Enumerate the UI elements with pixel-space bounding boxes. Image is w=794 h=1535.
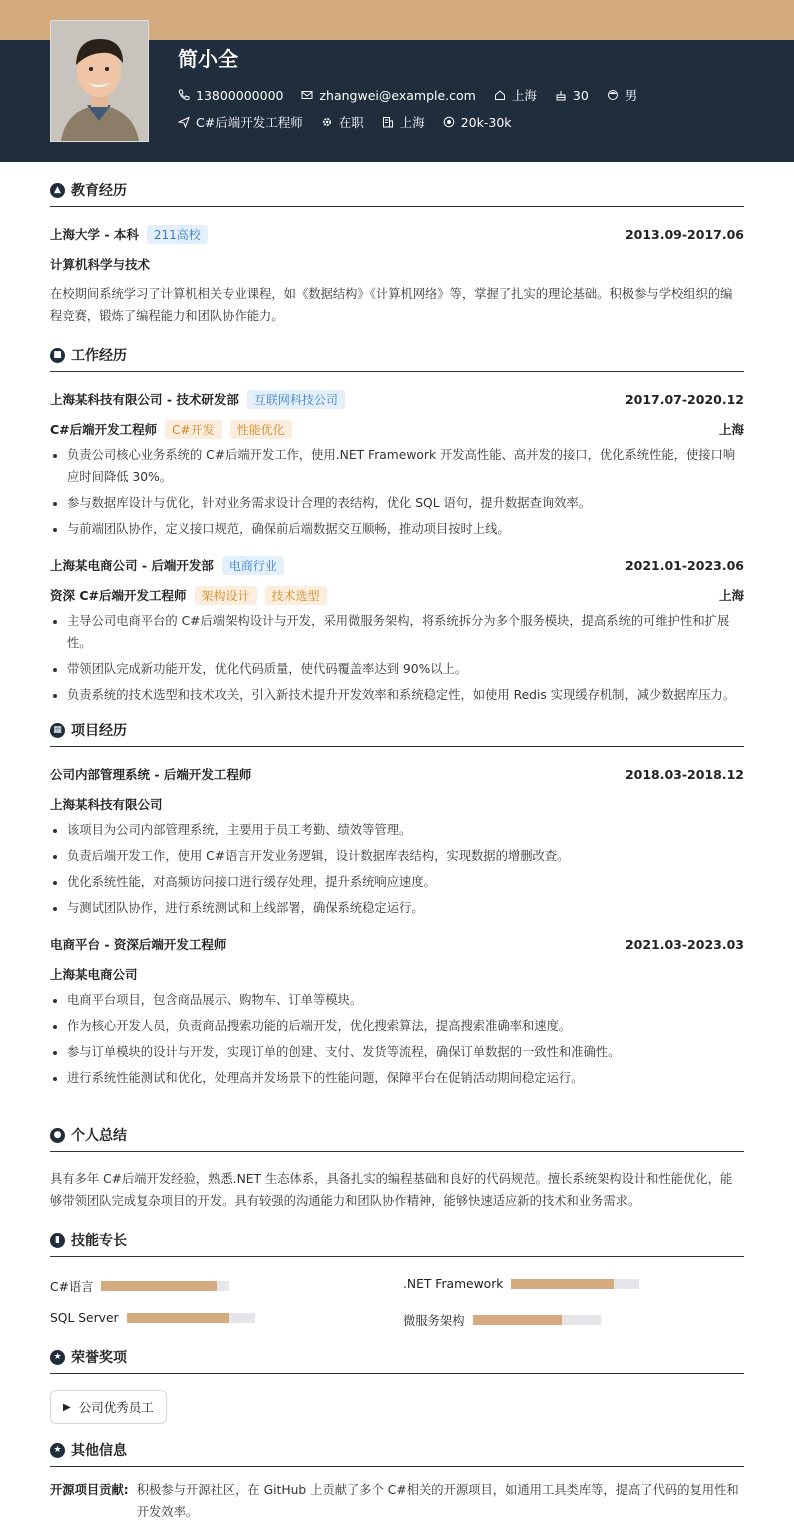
email-item [301, 88, 475, 103]
grid-icon: ▦ [50, 723, 65, 738]
gender-item [607, 86, 638, 104]
other-section [50, 1438, 744, 1523]
school-name: 上海大学 - 本科 [50, 227, 139, 242]
project-bullet: • 该项目为公司内部管理系统，主要用于员工考勤、绩效等管理。 [67, 819, 744, 841]
project-period: 2018.03-2018.12 [624, 766, 744, 782]
skill-item [403, 1277, 639, 1291]
work-entry [50, 384, 744, 540]
work-title-row [50, 414, 744, 444]
project-bullets [50, 989, 744, 1089]
target-city-text: 上海 [399, 115, 425, 130]
project-name-row [50, 759, 744, 789]
skill-bar [473, 1315, 601, 1325]
work-bullet: • 参与数据库设计与优化，针对业务需求设计合理的表结构，优化 SQL 语句，提升数据查询效率。 [67, 492, 744, 514]
skills-heading [50, 1228, 744, 1257]
email-text: zhangwei@example.com [319, 87, 476, 103]
skill-name: 微服务架构 [403, 1314, 465, 1328]
skill-tag: 性能优化 [230, 420, 292, 439]
phone-text: 13800000000 [196, 87, 284, 103]
job-info-row [178, 113, 520, 131]
major-row [50, 249, 744, 279]
projects-heading [50, 718, 744, 747]
awards-title: 荣誉奖项 [71, 1350, 127, 1366]
skill-name: SQL Server [50, 1311, 119, 1325]
award-label: 公司优秀员工 [78, 1400, 154, 1415]
status-item [321, 113, 364, 131]
project-entry [50, 759, 744, 919]
work-period: 2021.01-2023.06 [624, 557, 744, 573]
other-text: 积极参与开源社区，在 GitHub 上贡献了多个 C#相关的开源项目，如通用工具类库等，提高了代码的复用性和开发效率。 [136, 1483, 739, 1519]
project-bullet: • 电商平台项目，包含商品展示、购物车、订单等模块。 [67, 989, 744, 1011]
skills-title: 技能专长 [71, 1233, 127, 1249]
project-period: 2021.03-2023.03 [624, 936, 744, 952]
skill-bar [127, 1313, 255, 1323]
projects-title: 项目经历 [71, 723, 127, 739]
graduation-cap-icon: ▲ [50, 183, 65, 198]
skill-tag: 技术选型 [265, 586, 327, 605]
awards-heading [50, 1345, 744, 1374]
project-company-row [50, 789, 744, 819]
summary-text: 具有多年 C#后端开发经验，熟悉.NET 生态体系，具备扎实的编程基础和良好的代码规范。擅长系统架构设计和性能优化，能够带领团队完成复杂项目的开发。具有较强的沟通能力和团队协作精神，能够快速适应新的技术和业务需求。 [50, 1172, 733, 1208]
skill-name: C#语言 [50, 1280, 94, 1294]
profile-photo [50, 20, 149, 142]
status-text: 在职 [338, 115, 364, 130]
building-icon [382, 116, 394, 128]
skill-item [50, 1311, 255, 1325]
major: 计算机科学与技术 [50, 257, 151, 272]
location-text: 上海 [511, 88, 537, 103]
work-company: 上海某电商公司 - 后端开发部 [50, 558, 214, 573]
contact-info-row [178, 86, 645, 104]
home-icon [494, 89, 506, 101]
skill-tag: C#开发 [165, 420, 221, 439]
education-title: 教育经历 [71, 183, 127, 199]
job-title-item [178, 113, 303, 131]
work-bullet: • 与前端团队协作，定义接口规范，确保前后端数据交互顺畅，推动项目按时上线。 [67, 518, 744, 540]
other-heading [50, 1438, 744, 1467]
summary-title: 个人总结 [71, 1128, 127, 1144]
work-city: 上海 [718, 588, 744, 603]
age-item [555, 88, 589, 103]
phone-icon [178, 89, 190, 101]
education-heading [50, 178, 744, 207]
project-bullets [50, 819, 744, 919]
age-text: 30 [572, 87, 589, 103]
work-period: 2017.07-2020.12 [624, 391, 744, 407]
industry-tag: 电商行业 [222, 556, 284, 575]
project-bullet: • 参与订单模块的设计与开发，实现订单的创建、支付、发货等流程，确保订单数据的一致性和准确性。 [67, 1041, 744, 1063]
work-bullet: • 负责系统的技术选型和技术攻关，引入新技术提升开发效率和系统稳定性，如使用 Redis 实现缓存机制，减少数据库压力。 [67, 684, 744, 706]
work-bullets [50, 610, 744, 706]
other-label: 开源项目贡献: [50, 1483, 129, 1497]
coin-icon [443, 116, 455, 128]
project-name-row [50, 929, 744, 959]
play-icon: ▶ [63, 1401, 71, 1413]
summary-heading [50, 1123, 744, 1152]
bar-chart-icon: ▮ [50, 1233, 65, 1248]
work-bullet: • 负责公司核心业务系统的 C#后端开发工作，使用.NET Framework 开发高性能、高并发的接口，优化系统性能，使接口响应时间降低 30%。 [67, 444, 744, 488]
school-tag: 211高校 [147, 225, 208, 244]
work-title: C#后端开发工程师 [50, 422, 158, 437]
project-entry [50, 929, 744, 1089]
work-company-row [50, 550, 744, 580]
work-title: 资深 C#后端开发工程师 [50, 588, 187, 603]
education-period: 2013.09-2017.06 [624, 226, 744, 242]
mail-icon [301, 89, 313, 101]
award-icon: ★ [50, 1350, 65, 1365]
project-name: 公司内部管理系统 - 后端开发工程师 [50, 767, 252, 782]
work-section [50, 343, 744, 710]
briefcase-icon: ■ [50, 348, 65, 363]
project-bullet: • 作为核心开发人员，负责商品搜索功能的后端开发，优化搜索算法，提高搜索准确率和速度。 [67, 1015, 744, 1037]
phone-item [178, 88, 283, 103]
other-title: 其他信息 [71, 1443, 127, 1459]
cake-icon [555, 89, 567, 101]
skill-bar-fill [511, 1279, 613, 1289]
project-bullet: • 优化系统性能，对高频访问接口进行缓存处理，提升系统响应速度。 [67, 871, 744, 893]
work-entry [50, 550, 744, 706]
salary-item [443, 115, 512, 130]
other-row [50, 1479, 744, 1523]
project-name: 电商平台 - 资深后端开发工程师 [50, 937, 227, 952]
salary-text: 20k-30k [460, 114, 512, 130]
user-icon: ● [50, 1128, 65, 1143]
job-title-text: C#后端开发工程师 [196, 115, 303, 130]
awards-section [50, 1345, 744, 1424]
work-bullets [50, 444, 744, 540]
industry-tag: 互联网科技公司 [247, 390, 345, 409]
education-row [50, 219, 744, 249]
work-company-row [50, 384, 744, 414]
gender-text: 男 [624, 88, 638, 103]
skills-section [50, 1228, 744, 1257]
project-company: 上海某电商公司 [50, 967, 138, 982]
project-bullet: • 进行系统性能测试和优化，处理高并发场景下的性能问题，保障平台在促销活动期间稳定运行。 [67, 1067, 744, 1089]
send-icon [178, 116, 190, 128]
work-city: 上海 [718, 422, 744, 437]
summary-section [50, 1123, 744, 1212]
target-city-item [382, 113, 425, 131]
project-bullet: • 与测试团队协作，进行系统测试和上线部署，确保系统稳定运行。 [67, 897, 744, 919]
skill-bar [511, 1279, 639, 1289]
skill-tag: 架构设计 [195, 586, 257, 605]
work-title-row [50, 580, 744, 610]
work-company: 上海某科技有限公司 - 技术研发部 [50, 392, 239, 407]
projects-section [50, 718, 744, 1093]
work-bullet: • 带领团队完成新功能开发，优化代码质量，使代码覆盖率达到 90%以上。 [67, 658, 744, 680]
skill-bar [101, 1281, 229, 1291]
project-company-row [50, 959, 744, 989]
work-title: 工作经历 [71, 348, 127, 364]
skill-bar-fill [127, 1313, 229, 1323]
award-item[interactable] [50, 1390, 167, 1424]
work-heading [50, 343, 744, 372]
work-bullet: • 主导公司电商平台的 C#后端架构设计与开发，采用微服务架构，将系统拆分为多个服务模块，提高系统的可维护性和扩展性。 [67, 610, 744, 654]
gender-icon [607, 89, 619, 101]
location-item [494, 86, 537, 104]
candidate-name: 简小全 [178, 47, 238, 71]
skill-bar-fill [101, 1281, 216, 1291]
award-icon: ★ [50, 1443, 65, 1458]
project-bullet: • 负责后端开发工作，使用 C#语言开发业务逻辑，设计数据库表结构，实现数据的增删改查。 [67, 845, 744, 867]
skill-item [403, 1311, 601, 1329]
skill-name: .NET Framework [403, 1277, 504, 1291]
education-section [50, 178, 744, 327]
gear-icon [321, 116, 333, 128]
project-company: 上海某科技有限公司 [50, 797, 163, 812]
skill-bar-fill [473, 1315, 563, 1325]
education-desc: 在校期间系统学习了计算机相关专业课程，如《数据结构》《计算机网络》等，掌握了扎实的理论基础。积极参与学校组织的编程竞赛，锻炼了编程能力和团队协作能力。 [50, 287, 733, 323]
skill-item [50, 1277, 229, 1295]
